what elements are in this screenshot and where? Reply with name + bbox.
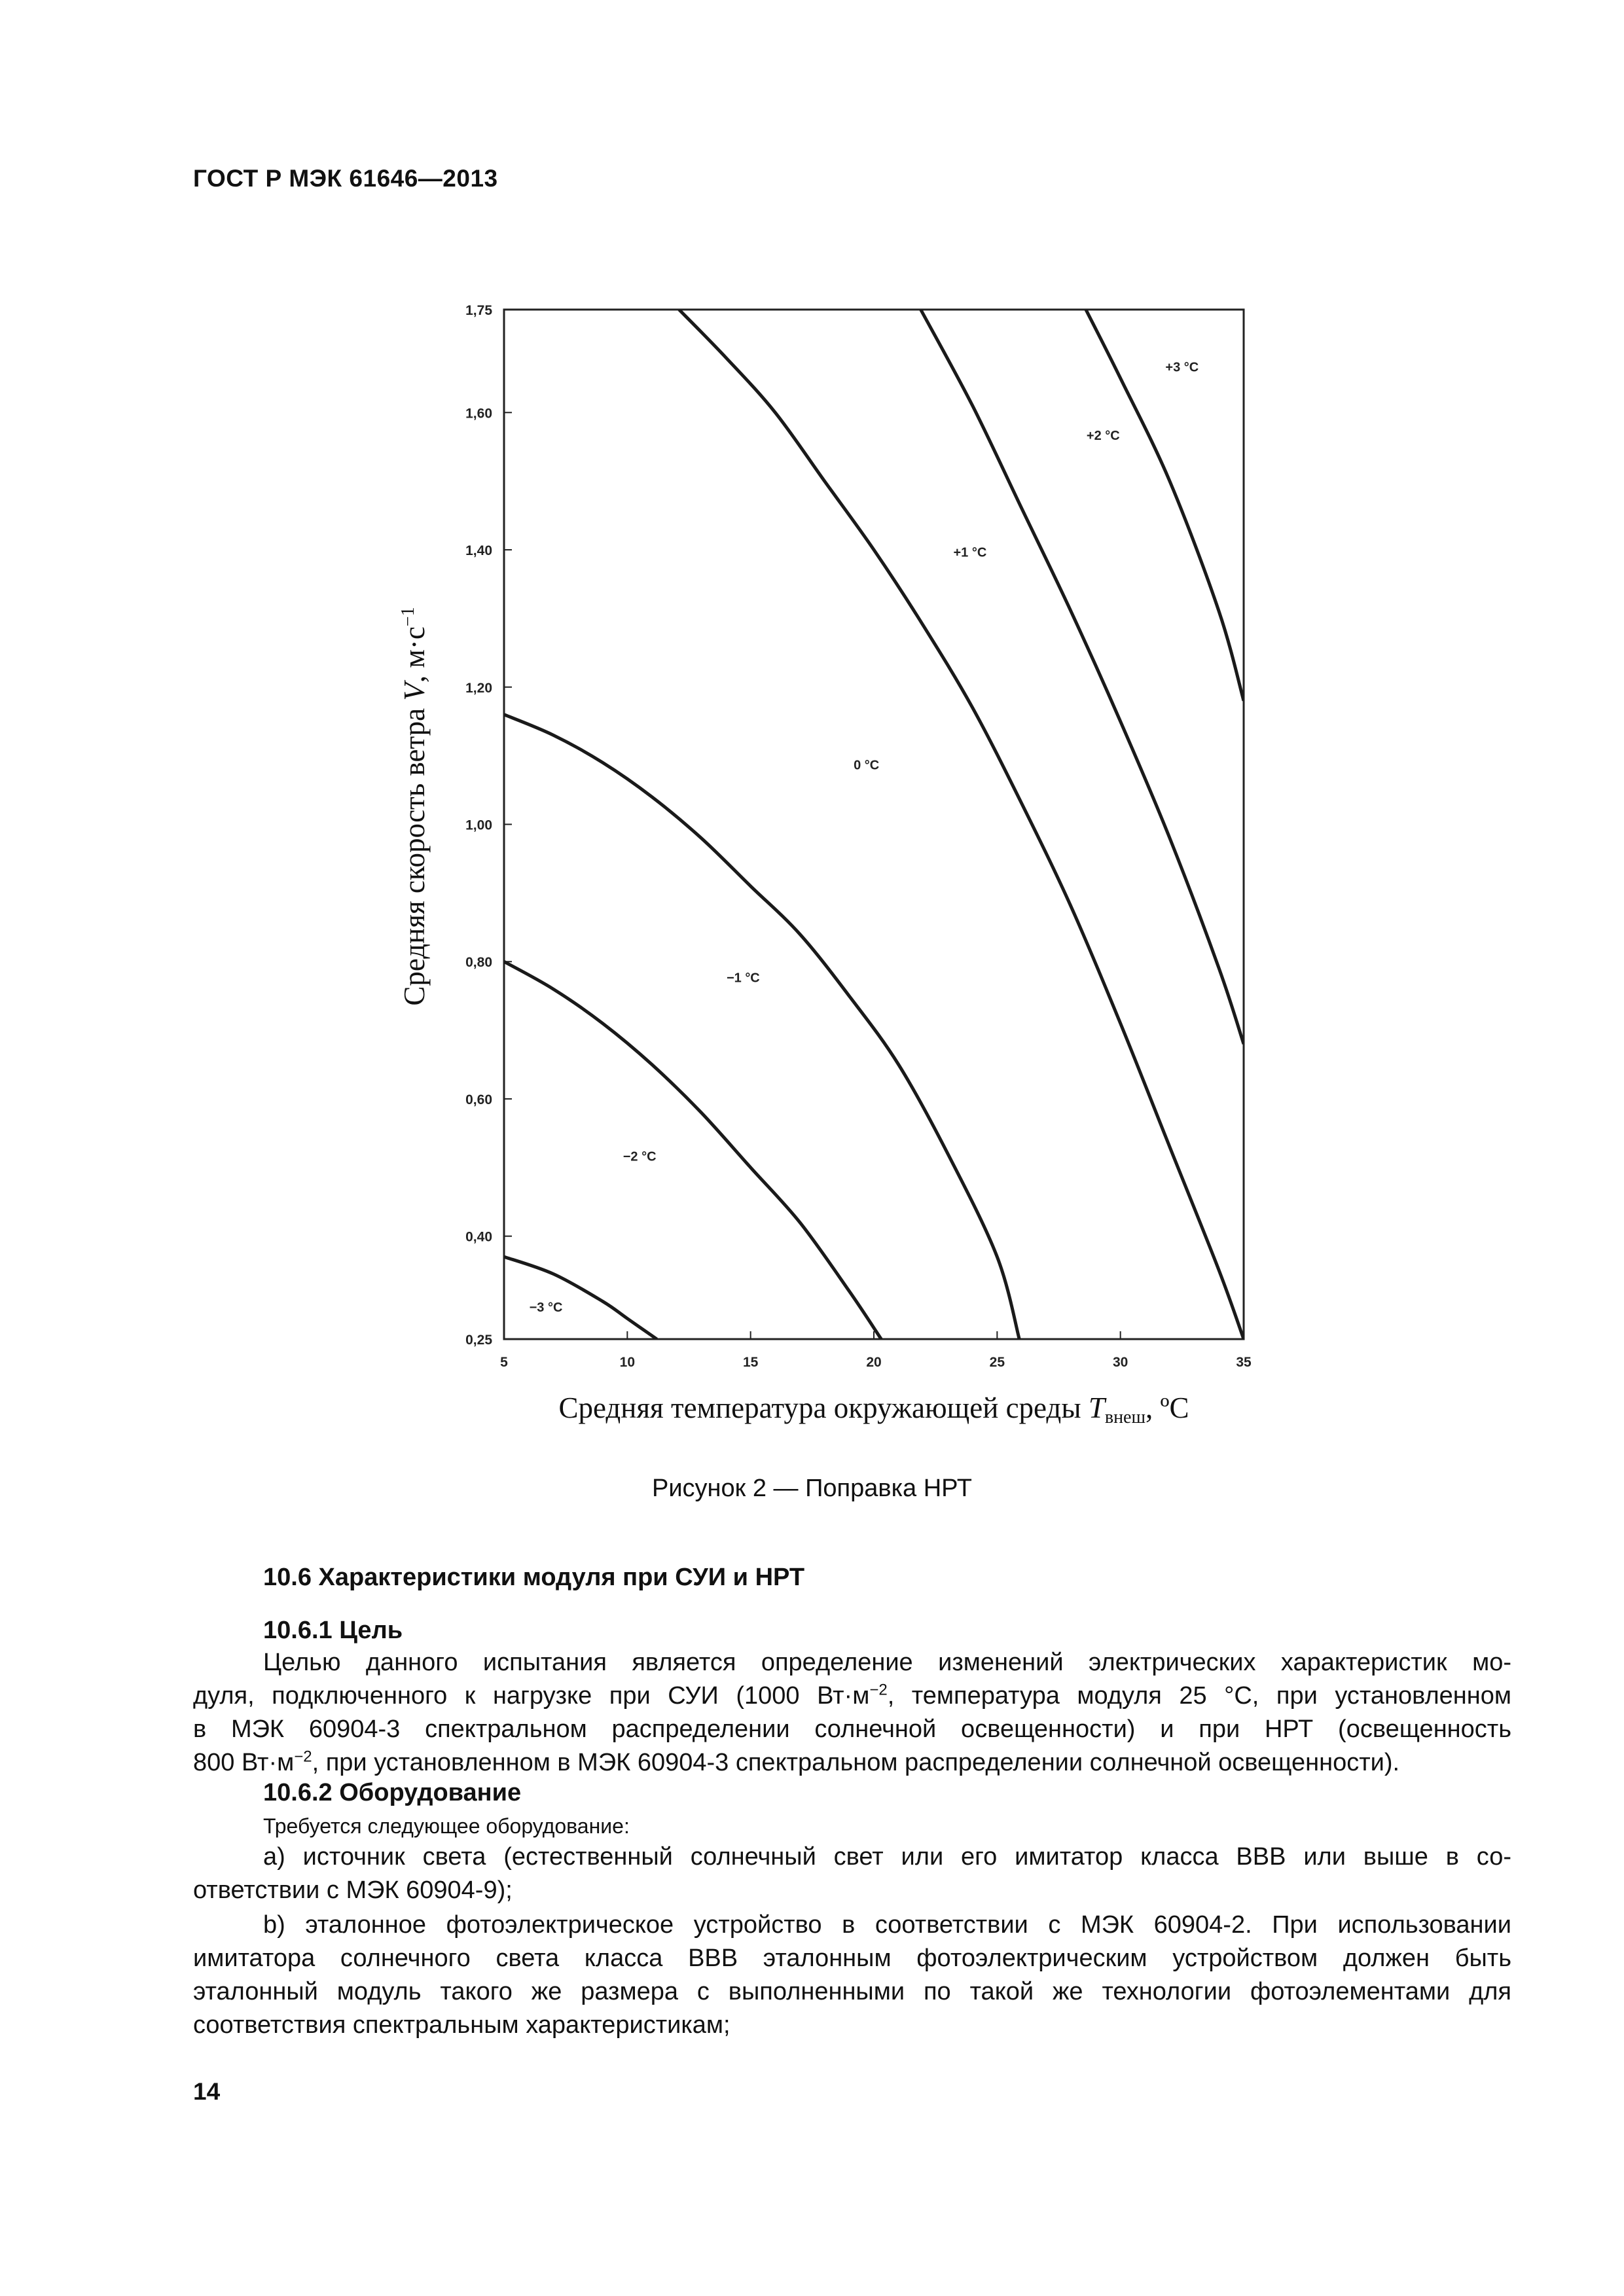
list-item-b-line: соответствия спектральным характеристикам; [193, 2011, 731, 2039]
purpose-paragraph-line: в МЭК 60904-3 спектральном распределении солнечной освещенности) и при НРТ (освещенность [193, 1715, 1511, 1743]
isotherm-curve [679, 310, 1244, 1339]
list-item-b-line: эталонный модуль такого же размера с выполненными по такой же технологии фотоэлементами для [193, 1978, 1511, 2005]
y-tick-label: 1,40 [465, 543, 492, 559]
x-tick-label: 20 [866, 1355, 882, 1370]
y-tick-label: 1,75 [465, 303, 492, 318]
y-tick-label: 1,00 [465, 817, 492, 833]
region-label: −1 °С [726, 971, 760, 986]
region-label: −2 °С [623, 1149, 657, 1164]
region-label: −3 °С [529, 1300, 563, 1316]
y-tick-label: 0,80 [465, 955, 492, 971]
section-heading-10-6: 10.6 Характеристики модуля при СУИ и НРТ [263, 1564, 805, 1591]
section-heading-10-6-1: 10.6.1 Цель [263, 1617, 403, 1644]
y-tick-label: 0,25 [465, 1333, 492, 1348]
region-label: +1 °С [953, 545, 987, 560]
page-number: 14 [193, 2078, 221, 2105]
x-tick-label: 5 [500, 1355, 508, 1370]
x-tick-label: 25 [989, 1355, 1005, 1370]
document-header: ГОСТ Р МЭК 61646—2013 [193, 165, 498, 192]
y-tick-label: 0,60 [465, 1092, 492, 1107]
x-tick-label: 30 [1112, 1355, 1128, 1370]
purpose-paragraph-line: 800 $Вт\cdot м^{-2}$, при установленном в МЭК 60904-3 спектральном распределении солнечной освещенности). [193, 1748, 1400, 1776]
list-item-b-line: b) эталонное фотоэлектрическое устройство в соответствии с МЭК 60904-2. При использовании [263, 1911, 1511, 1939]
list-item-b-line: имитатора солнечного света класса ВВВ эталонным фотоэлектрическим устройством должен быть [193, 1945, 1511, 1972]
y-tick-label: 0,40 [465, 1229, 492, 1245]
figure-caption: Рисунок 2 — Поправка НРТ [651, 1475, 973, 1502]
region-label: +3 °С [1165, 360, 1199, 375]
plot-frame [504, 310, 1244, 1339]
x-tick-label: 15 [742, 1355, 759, 1370]
region-label: 0 °С [854, 758, 880, 773]
isotherm-curve [504, 961, 881, 1339]
isotherm-curve [504, 715, 1019, 1339]
isotherm-curve [504, 1257, 657, 1339]
y-tick-label: 1,60 [465, 406, 492, 422]
purpose-paragraph-line: дуля, подключенного к нагрузке при СУИ (1000 $Вт\cdot м^{-2}$, температура модуля 25 °С, при установленном [193, 1681, 1511, 1710]
section-heading-10-6-2: 10.6.2 Оборудование [263, 1779, 522, 1806]
x-axis-title: Средняя температура окружающей среды Tвнеш, ºС [558, 1391, 1189, 1427]
y-axis-title: Средняя скорость ветра V, $м\cdot с^{-1}$ [398, 607, 431, 1006]
y-tick-label: 1,20 [465, 680, 492, 696]
equipment-intro: Требуется следующее оборудование: [263, 1814, 630, 1838]
purpose-paragraph-line: Целью данного испытания является определение изменений электрических характеристик мо- [263, 1649, 1511, 1676]
list-item-a-line: a) источник света (естественный солнечный свет или его имитатор класса ВВВ или выше в со- [263, 1843, 1511, 1871]
region-label: +2 °С [1086, 429, 1120, 444]
x-tick-label: 35 [1236, 1355, 1252, 1370]
list-item-a-line: ответствии с МЭК 60904-9); [193, 1876, 513, 1904]
x-tick-label: 10 [619, 1355, 636, 1370]
